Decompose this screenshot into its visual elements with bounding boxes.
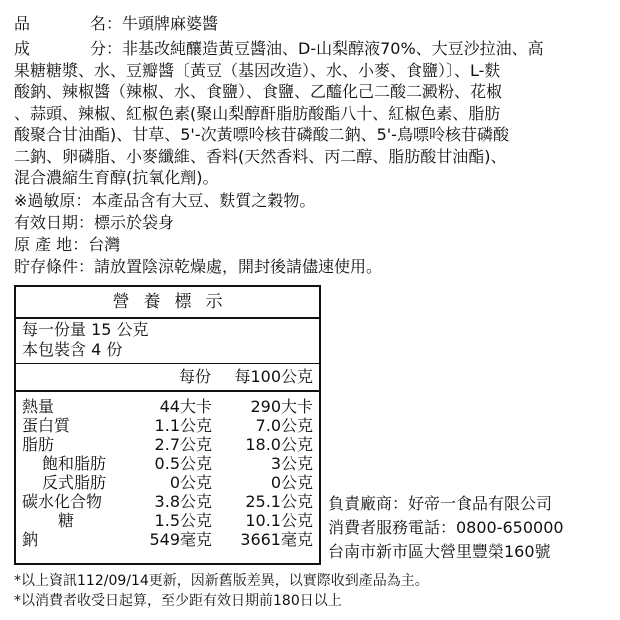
nutrient-name: 熱量 [22,397,55,416]
nutrient-per-serving: 1.5公克 [154,511,212,530]
nutrient-per-100g: 18.0公克 [245,435,313,454]
product-name-value: 牛頭牌麻婆醬 [122,14,219,33]
nutrient-name: 飽和脂肪 [42,454,107,473]
company-hotline: 消費者服務電話：0800-650000 [328,518,564,537]
nutrient-per-serving: 0.5公克 [154,454,212,473]
company-responsible: 負責廠商：好帝一食品有限公司 [328,494,553,513]
nutrient-per-serving: 3.8公克 [154,492,212,511]
nutrient-per-100g: 10.1公克 [245,511,313,530]
nutrient-per-100g: 3公克 [270,454,313,473]
ingredients-line: 酸鈉、辣椒醬（辣椒、水、食鹽）、食鹽、乙醯化己二酸二澱粉、花椒 [14,82,503,101]
nutrient-name: 碳水化合物 [22,492,103,511]
nutrition-row-protein [16,416,319,435]
nutrient-per-serving: 1.1公克 [154,416,212,435]
nutrition-row-carbohydrate [16,492,319,511]
nutrient-per-serving: 0公克 [169,473,212,492]
expiry-value: 標示於袋身 [94,213,175,232]
ingredients-line: 二鈉、卵磷脂、小麥纖維、香料(天然香料、丙二醇、脂肪酸甘油酯)、 [14,146,507,166]
nutrition-row-sodium [16,530,319,549]
nutrient-per-100g: 290大卡 [250,397,313,416]
nutrition-row-fat [16,435,319,454]
ingredients-line: 混合濃縮生育醇(抗氧化劑)。 [14,168,219,187]
col-header-per-serving: 每份 [178,367,211,386]
ingredients-block [14,38,606,189]
origin-value: 台灣 [88,235,121,254]
nutrition-title: 營養標示 [16,287,319,319]
divider [16,390,319,392]
expiry-row: 有效日期：標示於袋身 [14,213,175,232]
ingredients-label: 成 分 [14,39,106,58]
col-header-per-100g: 每100公克 [234,367,313,386]
allergen-note: ※過敏原：本產品含有大豆、麩質之穀物。 [14,191,316,210]
nutrient-per-100g: 7.0公克 [255,416,313,435]
nutrient-name: 反式脂肪 [42,473,107,492]
expiry-label: 有效日期 [14,213,79,232]
nutrition-table [14,285,321,565]
storage-value: 請放置陰涼乾燥處，開封後請儘速使用。 [94,257,383,276]
ingredients-line: 酸聚合甘油酯)、甘草、5'-次黃嘌呤核苷磷酸二鈉、5'-鳥嘌呤核苷磷酸 [14,125,509,144]
storage-label: 貯存條件 [14,257,79,276]
divider [16,363,319,364]
nutrient-name: 蛋白質 [22,416,71,435]
nutrient-name: 鈉 [22,530,39,549]
footnote-expiry: *以消費者收受日起算，至少距有效日期前180日以上 [14,593,342,609]
product-name-label: 品 名 [14,14,106,33]
nutrition-row-trans-fat [16,473,319,492]
product-name-row: 品 名：牛頭牌麻婆醬 [14,14,219,33]
ingredients-text: 非基改純釀造黃豆醬油、D-山梨醇液70%、大豆沙拉油、高 [122,39,544,58]
ingredients-line: 果糖糖漿、水、豆瓣醬〔黃豆（基因改造）、水、小麥、食鹽）〕、L-麩 [14,60,501,80]
nutrient-name: 脂肪 [22,435,55,454]
nutrient-per-serving: 549毫克 [149,530,212,549]
servings-per-pack: 本包裝含 4 份 [22,340,123,359]
nutrient-per-serving: 2.7公克 [154,435,212,454]
origin-row: 原 產 地：台灣 [14,235,121,254]
serving-size: 每一份量 15 公克 [22,320,149,339]
nutrition-row-energy [16,397,319,416]
origin-label: 原 產 地 [14,235,73,254]
nutrient-name: 糖 [58,511,75,530]
company-address: 台南市新市區大營里豐榮160號 [328,542,551,561]
footnote-update: *以上資訊112/09/14更新，因新舊版差異，以實際收到產品為主。 [14,573,429,589]
ingredients-line: 、蒜頭、辣椒、紅椒色素(聚山梨醇酐脂肪酸酯八十、紅椒色素、脂肪 [14,103,501,123]
ingredients-line: 成 分：非基改純釀造黃豆醬油、D-山梨醇液70%、大豆沙拉油、高 [14,39,544,58]
nutrient-per-100g: 0公克 [270,473,313,492]
nutrition-row-sugar [16,511,319,530]
nutrition-row-saturated-fat [16,454,319,473]
nutrient-per-serving: 44大卡 [159,397,212,416]
nutrient-per-100g: 3661毫克 [240,530,313,549]
nutrient-per-100g: 25.1公克 [245,492,313,511]
serving-info [22,320,149,360]
storage-row: 貯存條件：請放置陰涼乾燥處，開封後請儘速使用。 [14,257,383,276]
